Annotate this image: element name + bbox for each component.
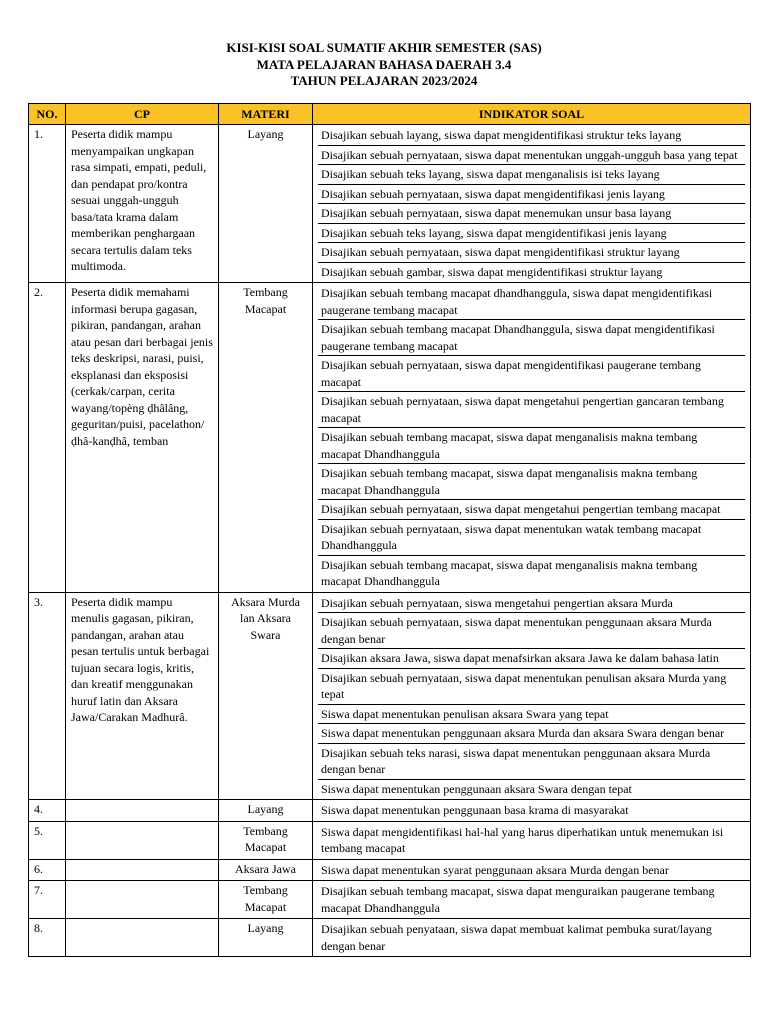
indikator-item: Disajikan sebuah tembang macapat dhandhanggula, siswa dapat mengidentifikasi paugerane tembang macapat	[318, 284, 745, 320]
row-number: 3.	[29, 592, 66, 800]
indikator-item: Siswa dapat menentukan penggunaan aksara Murda dan aksara Swara dengan benar	[318, 724, 745, 744]
indikator-item: Disajikan sebuah gambar, siswa dapat mengidentifikasi struktur layang	[321, 264, 663, 279]
cp-cell	[66, 919, 219, 957]
indikator-item: Disajikan sebuah pernyataan, siswa dapat menentukan penulisan aksara Murda yang tepat	[318, 669, 745, 705]
indikator-item: Disajikan sebuah tembang macapat, siswa dapat menganalisis makna tembang macapat Dhandhanggula	[321, 557, 698, 588]
indikator-item: Siswa dapat menentukan penulisan aksara Swara yang tepat	[318, 705, 745, 725]
table-row	[29, 125, 751, 283]
row-number: 6.	[29, 859, 66, 881]
indikator-item: Siswa dapat mengidentifikasi hal-hal yang harus diperhatikan untuk menemukan isi tembang macapat	[321, 824, 724, 855]
indikator-item: Disajikan sebuah pernyataan, siswa dapat menentukan unggah-ungguh basa yang tepat	[318, 146, 745, 166]
kisi-kisi-table	[28, 103, 751, 957]
indikator-cell	[313, 881, 751, 919]
indikator-item: Disajikan sebuah teks narasi, siswa dapat menentukan penggunaan aksara Murda dengan benar	[318, 744, 745, 780]
indikator-item: Disajikan sebuah pernyataan, siswa dapat mengetahui pengertian gancaran tembang macapat	[318, 392, 745, 428]
materi-cell: Aksara Jawa	[219, 859, 313, 881]
indikator-item: Disajikan sebuah pernyataan, siswa mengetahui pengertian aksara Murda	[318, 594, 745, 614]
table-row	[29, 919, 751, 957]
materi-cell: Tembang Macapat	[219, 283, 313, 593]
row-number: 1.	[29, 125, 66, 283]
materi-cell: Layang	[219, 125, 313, 283]
table-row	[29, 592, 751, 800]
header-indikator: INDIKATOR SOAL	[313, 104, 751, 125]
indikator-item: Disajikan sebuah tembang macapat, siswa dapat menganalisis makna tembang macapat Dhandhanggula	[318, 464, 745, 500]
table-body	[29, 125, 751, 957]
indikator-cell	[313, 800, 751, 822]
header-cp: CP	[66, 104, 219, 125]
indikator-item: Disajikan aksara Jawa, siswa dapat menafsirkan aksara Jawa ke dalam bahasa latin	[318, 649, 745, 669]
row-number: 4.	[29, 800, 66, 822]
header-materi: MATERI	[219, 104, 313, 125]
row-number: 8.	[29, 919, 66, 957]
row-number: 5.	[29, 821, 66, 859]
indikator-cell	[313, 592, 751, 800]
document-title	[0, 40, 768, 90]
title-line-3: TAHUN PELAJARAN 2023/2024	[290, 73, 478, 88]
indikator-item: Disajikan sebuah pernyataan, siswa dapat mengidentifikasi jenis layang	[318, 185, 745, 205]
table-row	[29, 800, 751, 822]
indikator-item: Disajikan sebuah teks layang, siswa dapat menganalisis isi teks layang	[318, 165, 745, 185]
table-row	[29, 859, 751, 881]
materi-cell: Aksara Murda lan Aksara Swara	[219, 592, 313, 800]
indikator-item: Disajikan sebuah pernyataan, siswa dapat menemukan unsur basa layang	[318, 204, 745, 224]
cp-cell	[66, 859, 219, 881]
indikator-item: Siswa dapat menentukan penggunaan basa krama di masyarakat	[321, 803, 629, 817]
cp-cell	[66, 881, 219, 919]
table-header-row	[29, 104, 751, 125]
cp-cell: Peserta didik mampu menulis gagasan, pikiran, pandangan, arahan atau pesan tertulis untuk berbagai tujuan secara logis, kritis, dan kreatif menggunakan huruf latin dan Aksara Jawa/Carakan Madhurâ.	[66, 592, 219, 800]
indikator-cell	[313, 125, 751, 283]
indikator-item: Disajikan sebuah pernyataan, siswa dapat menentukan watak tembang macapat Dhandhanggula	[318, 520, 745, 556]
cp-cell: Peserta didik mampu menyampaikan ungkapan rasa simpati, empati, peduli, dan pendapat pro/kontra sesuai unggah-ungguh basa/tata krama dalam memberikan penghargaan secara tertulis dalam teks multimoda.	[66, 125, 219, 283]
title-line-2: MATA PELAJARAN BAHASA DAERAH 3.4	[256, 56, 512, 72]
indikator-item: Disajikan sebuah pernyataan, siswa dapat mengetahui pengertian tembang macapat	[318, 500, 745, 520]
materi-cell: Tembang Macapat	[219, 821, 313, 859]
header-no: NO.	[29, 104, 66, 125]
cp-cell: Peserta didik memahami informasi berupa gagasan, pikiran, pandangan, arahan atau pesan dari berbagai jenis teks deskripsi, narasi, puisi, eksplanasi dan eksposisi (cerkak/carpan, cerita wayang/topèng ḍhâlâng, geguritan/puisi, pacelathon/ḍhâ-kanḍhâ, temban	[66, 283, 219, 593]
table-row	[29, 821, 751, 859]
materi-cell: Layang	[219, 919, 313, 957]
row-number: 2.	[29, 283, 66, 593]
cp-cell	[66, 821, 219, 859]
indikator-cell	[313, 919, 751, 957]
indikator-cell	[313, 859, 751, 881]
materi-cell: Layang	[219, 800, 313, 822]
indikator-item: Disajikan sebuah layang, siswa dapat mengidentifikasi struktur teks layang	[318, 126, 745, 146]
materi-cell: Tembang Macapat	[219, 881, 313, 919]
indikator-item: Siswa dapat menentukan syarat penggunaan aksara Murda dengan benar	[321, 862, 669, 877]
indikator-item: Disajikan sebuah pernyataan, siswa dapat menentukan penggunaan aksara Murda dengan benar	[318, 613, 745, 649]
indikator-item: Disajikan sebuah pernyataan, siswa dapat mengidentifikasi struktur layang	[318, 243, 745, 263]
indikator-item: Disajikan sebuah teks layang, siswa dapat mengidentifikasi jenis layang	[318, 224, 745, 244]
indikator-cell	[313, 821, 751, 859]
indikator-item: Disajikan sebuah pernyataan, siswa dapat mengidentifikasi paugerane tembang macapat	[318, 356, 745, 392]
row-number: 7.	[29, 881, 66, 919]
indikator-cell	[313, 283, 751, 593]
indikator-item: Siswa dapat menentukan penggunaan aksara Swara dengan tepat	[321, 781, 632, 796]
title-line-1: KISI-KISI SOAL SUMATIF AKHIR SEMESTER (SAS)	[226, 40, 542, 55]
cp-cell	[66, 800, 219, 822]
indikator-item: Disajikan sebuah tembang macapat, siswa dapat menganalisis makna tembang macapat Dhandhanggula	[318, 428, 745, 464]
indikator-item: Disajikan sebuah penyataan, siswa dapat membuat kalimat pembuka surat/layang dengan benar	[321, 922, 712, 953]
table-row	[29, 881, 751, 919]
indikator-item: Disajikan sebuah tembang macapat, siswa dapat menguraikan paugerane tembang macapat Dhandhanggula	[321, 884, 715, 915]
indikator-item: Disajikan sebuah tembang macapat Dhandhanggula, siswa dapat mengidentifikasi paugerane tembang macapat	[318, 320, 745, 356]
table-row	[29, 283, 751, 593]
